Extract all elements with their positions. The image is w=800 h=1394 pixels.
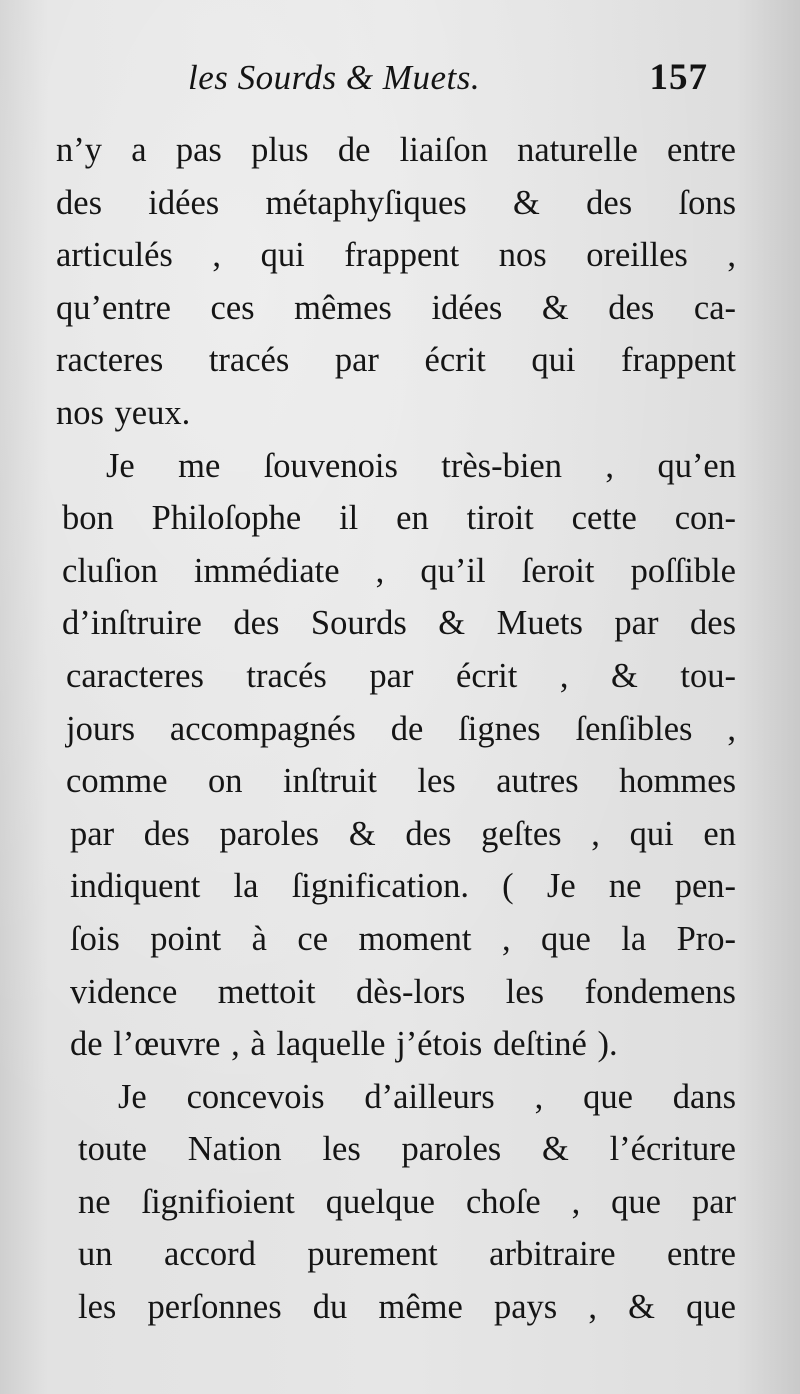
text-line: bon Philoſophe il en tiroit cette con-: [62, 499, 736, 538]
text-line: qu’entre ces mêmes idées & des ca-: [56, 288, 736, 327]
text-line: Je concevois d’ailleurs , que dans: [118, 1077, 736, 1116]
text-line: des idées métaphyſiques & des ſons: [56, 183, 736, 222]
text-line: indiquent la ſignification. ( Je ne pen-: [70, 867, 736, 906]
text-line: articulés , qui frappent nos oreilles ,: [56, 236, 736, 275]
text-line: toute Nation les paroles & l’écriture: [78, 1130, 736, 1169]
text-line: racteres tracés par écrit qui frappent: [56, 341, 736, 380]
text-line: nos yeux.: [56, 393, 191, 432]
text-line: Je me ſouvenois très-bien , qu’en: [106, 446, 736, 485]
text-line: vidence mettoit dès-lors les fondemens: [70, 972, 736, 1011]
text-line: d’inſtruire des Sourds & Muets par des: [62, 604, 736, 643]
text-line: ne ſignifioient quelque choſe , que par: [78, 1182, 736, 1221]
text-line: un accord purement arbitraire entre: [78, 1235, 736, 1274]
text-line: n’y a pas plus de liaiſon naturelle entre: [56, 131, 736, 169]
page-number: 157: [649, 57, 708, 98]
page-header: [188, 56, 708, 108]
text-line: comme on inſtruit les autres hommes: [66, 762, 736, 801]
text-line: de l’œuvre , à laquelle j’étois deſtiné ).: [70, 1025, 618, 1064]
text-line: cluſion immédiate , qu’il ſeroit poſſible: [62, 551, 736, 590]
text-line: les perſonnes du même pays , & que: [78, 1288, 736, 1327]
text-line: jours accompagnés de ſignes ſenſibles ,: [66, 709, 736, 748]
running-head: les Sourds & Muets.: [188, 58, 481, 97]
text-line: ſois point à ce moment , que la Pro-: [70, 919, 736, 958]
text-line: caracteres tracés par écrit , & tou-: [66, 656, 736, 695]
body-text: [56, 124, 736, 1334]
text-line: par des paroles & des geſtes , qui en: [70, 814, 736, 853]
